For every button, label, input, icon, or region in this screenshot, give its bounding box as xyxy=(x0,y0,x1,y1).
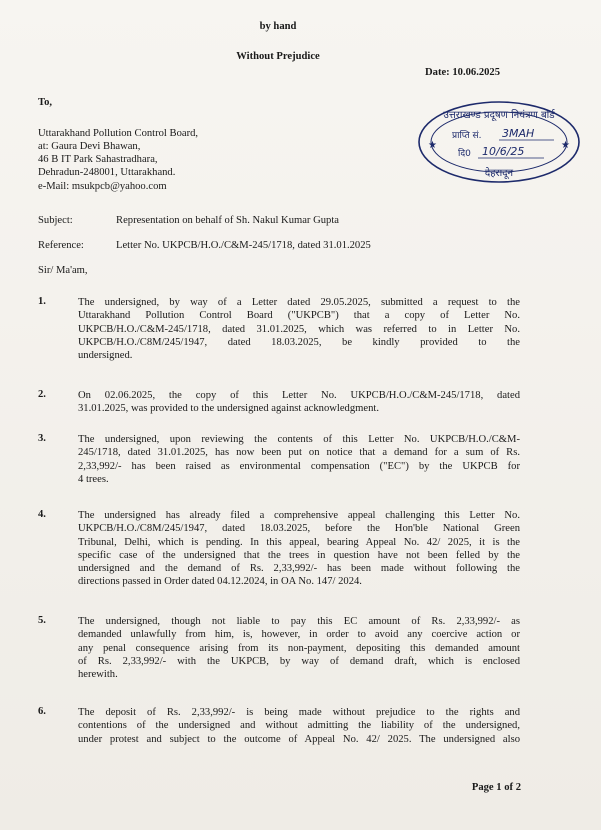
receipt-stamp xyxy=(414,96,584,186)
paragraph-line: undersigned and the demand of Rs. 2,33,992/- has been made without following the xyxy=(78,563,520,575)
stamp-star-icon: ★ xyxy=(428,140,437,151)
paragraph-line: The undersigned, though not liable to pay this EC amount of Rs. 2,33,992/- as xyxy=(78,616,520,627)
paragraph-line: Uttarakhand Pollution Control Board ("UKPCB") that a copy of Letter No. xyxy=(78,310,520,322)
paragraph-line: undersigned. xyxy=(78,350,133,362)
paragraph-line: any penal consequence arising from its non-payment, depositing this demanded amount xyxy=(78,642,520,654)
subject-label: Subject: xyxy=(38,215,73,226)
paragraph-line: of Rs. 2,33,992/- with the UKPCB, by way of demand draft, which is enclosed xyxy=(78,655,520,667)
paragraph-line: UKPCB/H.O./C8M/245/1947, dated 18.03.2025, be kindly provided to the xyxy=(78,336,520,348)
stamp-date-value: 10/6/25 xyxy=(482,145,525,158)
paragraph-line: herewith. xyxy=(78,669,118,681)
to-label: To, xyxy=(38,97,53,108)
paragraph-4 xyxy=(78,509,520,589)
stamp-city: देहरादून xyxy=(484,168,514,179)
paragraph-line: under protest and subject to the outcome of Appeal No. 42/ 2025. The undersigned also xyxy=(78,733,520,745)
paragraph-line: 2,33,992/- has been raised as environmental compensation ("EC") by the UKPCB for xyxy=(78,460,520,472)
paragraph-line: contentions of the undersigned and without admitting the liability of the undersigned, xyxy=(78,720,520,732)
paragraph-line: 31.01.2025, was provided to the undersigned against acknowledgment. xyxy=(78,403,379,415)
stamp-title: उत्तराखण्ड प्रदूषण नियंत्रण बोर्ड xyxy=(443,110,555,121)
stamp-date-label: दि0 xyxy=(458,149,471,159)
address-line: Dehradun-248001, Uttarakhand. xyxy=(38,167,176,178)
paragraph-1 xyxy=(78,296,520,362)
paragraph-line: directions passed in Order dated 04.12.2024, in OA No. 147/ 2024. xyxy=(78,576,362,588)
paragraph-number: 3. xyxy=(38,433,46,444)
paragraph-line: 4 trees. xyxy=(78,473,109,485)
paragraph-line: The undersigned, upon reviewing the contents of this Letter No. UKPCB/H.O./C&M- xyxy=(78,434,520,445)
paragraph-line: 245/1718, dated 31.01.2025, has now been put on notice that a demand for a sum of Rs. xyxy=(78,447,520,459)
paragraph-line: UKPCB/H.O./C&M-245/1718, dated 31.01.2025, which was referred to in Letter No. xyxy=(78,323,520,335)
by-hand-note: by hand xyxy=(259,21,297,32)
stamp-graphic xyxy=(414,96,584,186)
paragraph-number: 2. xyxy=(38,389,46,400)
paragraph-2 xyxy=(78,389,520,416)
paragraph-number: 6. xyxy=(38,706,46,717)
address-line: at: Gaura Devi Bhawan, xyxy=(38,141,141,152)
stamp-star-icon: ★ xyxy=(561,140,570,151)
without-prejudice-heading: Without Prejudice xyxy=(236,51,320,62)
paragraph-5 xyxy=(78,615,520,681)
letter-date: Date: 10.06.2025 xyxy=(425,67,501,78)
page-number: Page 1 of 2 xyxy=(471,782,521,793)
paragraph-number: 1. xyxy=(38,296,46,307)
paragraph-6 xyxy=(78,706,520,746)
subject-text: Representation on behalf of Sh. Nakul Kumar Gupta xyxy=(116,215,340,226)
salutation: Sir/ Ma'am, xyxy=(38,265,88,276)
paragraph-line: The undersigned, by way of a Letter dated 29.05.2025, submitted a request to the xyxy=(78,297,520,308)
reference-text: Letter No. UKPCB/H.O./C&M-245/1718, dated 31.01.2025 xyxy=(116,240,371,251)
paragraph-line: specific case of the undersigned that the trees in question have not been felled by the xyxy=(78,549,520,561)
paragraph-line: UKPCB/H.O./C8M/245/1947, dated 18.03.2025, before the Hon'ble National Green xyxy=(78,523,520,535)
address-line: 46 B IT Park Sahastradhara, xyxy=(38,154,158,165)
stamp-receipt-label: प्राप्ति सं. xyxy=(452,131,482,141)
reference-label: Reference: xyxy=(38,240,84,251)
paragraph-number: 4. xyxy=(38,509,46,520)
paragraph-number: 5. xyxy=(38,615,46,626)
stamp-receipt-number: 3MAH xyxy=(502,127,535,140)
address-email: e-Mail: msukpcb@yahoo.com xyxy=(38,181,167,192)
address-line: Uttarakhand Pollution Control Board, xyxy=(38,128,199,139)
paragraph-line: demanded unlawfully from him, is, however, in order to avoid any coercive action or xyxy=(78,629,520,641)
paragraph-line: The undersigned has already filed a comprehensive appeal challenging this Letter No. xyxy=(78,510,520,521)
paragraph-line: On 02.06.2025, the copy of this Letter No. UKPCB/H.O./C&M-245/1718, dated xyxy=(78,390,520,401)
paragraph-3 xyxy=(78,433,520,486)
paragraph-line: Tribunal, Delhi, which is pending. In this appeal, bearing Appeal No. 42/ 2025, it is the xyxy=(78,536,520,548)
paragraph-line: The deposit of Rs. 2,33,992/- is being made without prejudice to the rights and xyxy=(78,707,520,718)
